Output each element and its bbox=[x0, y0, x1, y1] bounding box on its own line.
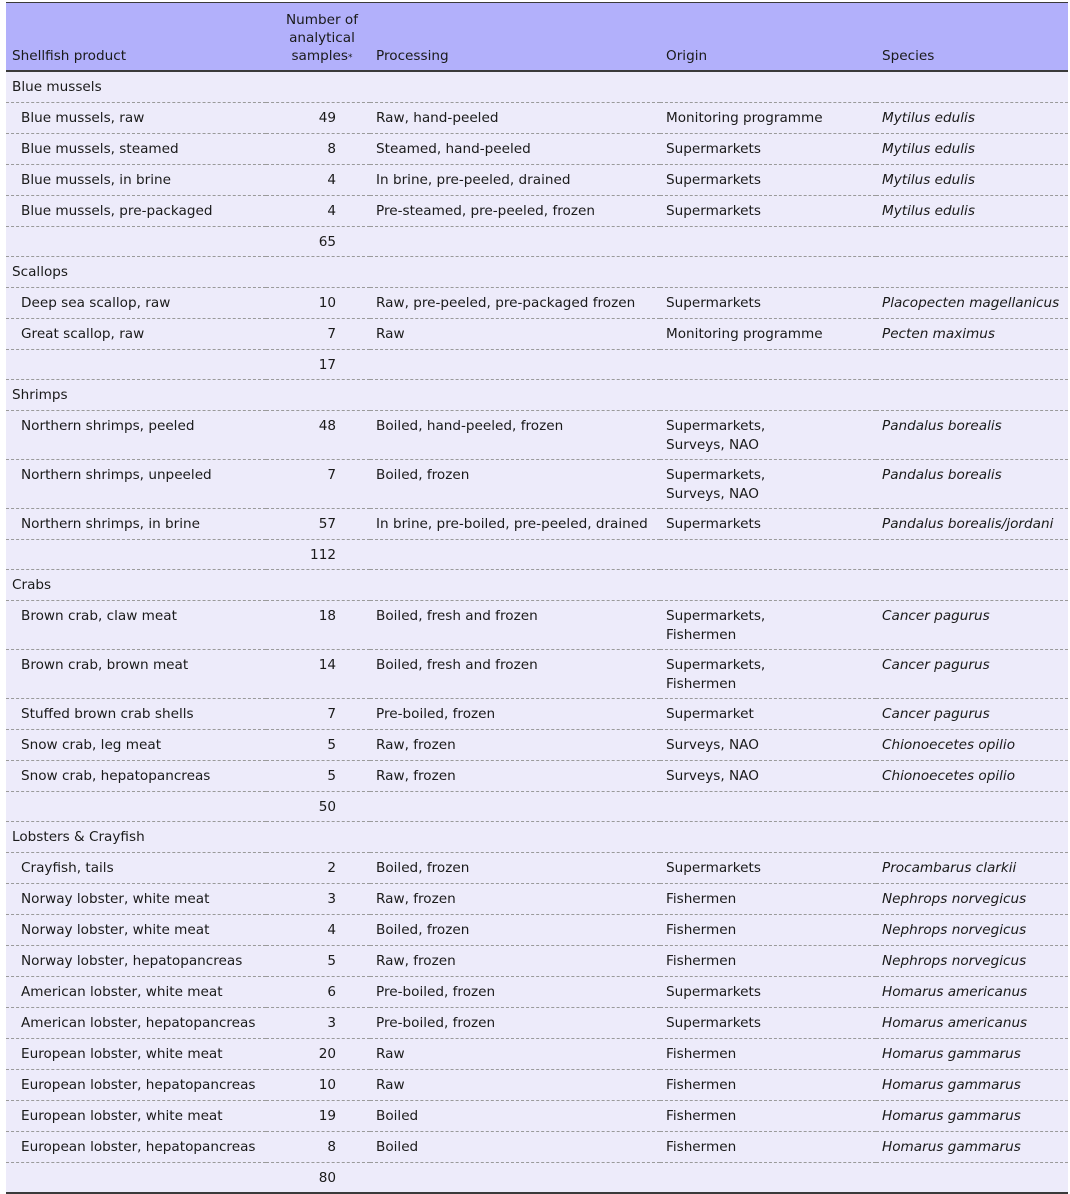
subtotal-spacer bbox=[6, 350, 266, 380]
cell-product: Snow crab, hepatopancreas bbox=[6, 761, 266, 792]
cell-processing: Boiled, fresh and frozen bbox=[370, 601, 660, 650]
origin-line: Supermarkets bbox=[666, 172, 761, 188]
subtotal-spacer bbox=[660, 350, 876, 380]
cell-product: Brown crab, claw meat bbox=[6, 601, 266, 650]
origin-line: Supermarkets bbox=[666, 1015, 761, 1031]
origin-line: Fishermen bbox=[666, 676, 737, 692]
cell-species: Pecten maximus bbox=[876, 319, 1068, 350]
subtotal-spacer bbox=[370, 1163, 660, 1194]
origin-line: Surveys, NAO bbox=[666, 437, 759, 453]
origin-line: Fishermen bbox=[666, 891, 737, 907]
cell-origin bbox=[660, 915, 876, 946]
subtotal-spacer bbox=[660, 1163, 876, 1194]
table-row bbox=[6, 977, 1068, 1008]
cell-product: European lobster, hepatopancreas bbox=[6, 1132, 266, 1163]
cell-species: Homarus gammarus bbox=[876, 1101, 1068, 1132]
cell-product: Stuffed brown crab shells bbox=[6, 699, 266, 730]
cell-processing: Pre-steamed, pre-peeled, frozen bbox=[370, 196, 660, 227]
cell-origin bbox=[660, 319, 876, 350]
subtotal-row bbox=[6, 350, 1068, 380]
subtotal-spacer bbox=[876, 1163, 1068, 1194]
subtotal-spacer bbox=[6, 792, 266, 822]
cell-samples: 3 bbox=[266, 884, 370, 915]
header-samples-line-3: samples bbox=[291, 48, 348, 64]
cell-product: American lobster, white meat bbox=[6, 977, 266, 1008]
cell-species: Homarus gammarus bbox=[876, 1070, 1068, 1101]
subtotal-value: 17 bbox=[266, 350, 370, 380]
subtotal-spacer bbox=[876, 792, 1068, 822]
cell-product: American lobster, hepatopancreas bbox=[6, 1008, 266, 1039]
table-row bbox=[6, 761, 1068, 792]
section-header-row bbox=[6, 570, 1068, 601]
cell-species: Homarus americanus bbox=[876, 977, 1068, 1008]
cell-processing: Raw, frozen bbox=[370, 761, 660, 792]
cell-product: Crayfish, tails bbox=[6, 853, 266, 884]
cell-product: Snow crab, leg meat bbox=[6, 730, 266, 761]
subtotal-value: 80 bbox=[266, 1163, 370, 1194]
cell-species: Cancer pagurus bbox=[876, 601, 1068, 650]
table-body bbox=[6, 71, 1068, 1193]
origin-line: Surveys, NAO bbox=[666, 486, 759, 502]
cell-samples: 5 bbox=[266, 761, 370, 792]
cell-samples: 18 bbox=[266, 601, 370, 650]
origin-line: Supermarkets bbox=[666, 516, 761, 532]
table-row bbox=[6, 915, 1068, 946]
table-row bbox=[6, 1039, 1068, 1070]
footnote-marker: * bbox=[347, 53, 353, 63]
cell-samples: 8 bbox=[266, 1132, 370, 1163]
table-row bbox=[6, 650, 1068, 699]
cell-product: Northern shrimps, unpeeled bbox=[6, 460, 266, 509]
cell-product: Norway lobster, white meat bbox=[6, 884, 266, 915]
subtotal-spacer bbox=[370, 792, 660, 822]
header-origin: Origin bbox=[660, 3, 876, 72]
subtotal-row bbox=[6, 540, 1068, 570]
cell-product: European lobster, white meat bbox=[6, 1101, 266, 1132]
subtotal-row bbox=[6, 227, 1068, 257]
section-header-row bbox=[6, 822, 1068, 853]
cell-species: Cancer pagurus bbox=[876, 650, 1068, 699]
cell-samples: 6 bbox=[266, 977, 370, 1008]
cell-samples: 4 bbox=[266, 165, 370, 196]
cell-species: Mytilus edulis bbox=[876, 165, 1068, 196]
section-header-row bbox=[6, 257, 1068, 288]
subtotal-value: 65 bbox=[266, 227, 370, 257]
cell-processing: Boiled, frozen bbox=[370, 853, 660, 884]
table-row bbox=[6, 509, 1068, 540]
subtotal-value: 50 bbox=[266, 792, 370, 822]
origin-line: Fishermen bbox=[666, 627, 737, 643]
subtotal-row bbox=[6, 1163, 1068, 1194]
cell-processing: Boiled, hand-peeled, frozen bbox=[370, 411, 660, 460]
cell-species: Nephrops norvegicus bbox=[876, 946, 1068, 977]
section-title: Scallops bbox=[6, 257, 1068, 288]
subtotal-spacer bbox=[370, 350, 660, 380]
section-header-row bbox=[6, 380, 1068, 411]
cell-processing: Raw, frozen bbox=[370, 730, 660, 761]
cell-species: Procambarus clarkii bbox=[876, 853, 1068, 884]
table-row bbox=[6, 1101, 1068, 1132]
table-row bbox=[6, 884, 1068, 915]
cell-processing: Raw, pre-peeled, pre-packaged frozen bbox=[370, 288, 660, 319]
origin-line: Surveys, NAO bbox=[666, 737, 759, 753]
cell-processing: Raw bbox=[370, 319, 660, 350]
cell-origin bbox=[660, 650, 876, 699]
table-row bbox=[6, 103, 1068, 134]
cell-samples: 8 bbox=[266, 134, 370, 165]
origin-line: Supermarkets bbox=[666, 984, 761, 1000]
cell-samples: 14 bbox=[266, 650, 370, 699]
cell-product: Blue mussels, steamed bbox=[6, 134, 266, 165]
cell-product: Blue mussels, in brine bbox=[6, 165, 266, 196]
cell-product: Great scallop, raw bbox=[6, 319, 266, 350]
cell-species: Mytilus edulis bbox=[876, 196, 1068, 227]
subtotal-row bbox=[6, 792, 1068, 822]
origin-line: Supermarkets, bbox=[666, 657, 766, 673]
cell-samples: 7 bbox=[266, 460, 370, 509]
cell-processing: Pre-boiled, frozen bbox=[370, 977, 660, 1008]
cell-origin bbox=[660, 699, 876, 730]
section-title: Blue mussels bbox=[6, 71, 1068, 103]
cell-species: Pandalus borealis bbox=[876, 411, 1068, 460]
table-row bbox=[6, 1008, 1068, 1039]
cell-origin bbox=[660, 103, 876, 134]
subtotal-spacer bbox=[660, 540, 876, 570]
cell-samples: 48 bbox=[266, 411, 370, 460]
origin-line: Fishermen bbox=[666, 922, 737, 938]
table-row bbox=[6, 853, 1068, 884]
subtotal-spacer bbox=[876, 227, 1068, 257]
cell-samples: 7 bbox=[266, 319, 370, 350]
cell-product: Northern shrimps, in brine bbox=[6, 509, 266, 540]
cell-processing: Raw, frozen bbox=[370, 946, 660, 977]
origin-line: Supermarkets, bbox=[666, 467, 766, 483]
subtotal-spacer bbox=[660, 792, 876, 822]
cell-product: Blue mussels, pre-packaged bbox=[6, 196, 266, 227]
origin-line: Supermarkets bbox=[666, 203, 761, 219]
cell-origin bbox=[660, 884, 876, 915]
cell-origin bbox=[660, 730, 876, 761]
cell-samples: 10 bbox=[266, 288, 370, 319]
section-header-row bbox=[6, 71, 1068, 103]
cell-processing: In brine, pre-boiled, pre-peeled, drained bbox=[370, 509, 660, 540]
cell-origin bbox=[660, 1132, 876, 1163]
cell-samples: 5 bbox=[266, 730, 370, 761]
cell-species: Nephrops norvegicus bbox=[876, 884, 1068, 915]
cell-processing: Pre-boiled, frozen bbox=[370, 699, 660, 730]
subtotal-spacer bbox=[6, 1163, 266, 1194]
header-processing: Processing bbox=[370, 3, 660, 72]
cell-species: Homarus gammarus bbox=[876, 1132, 1068, 1163]
origin-line: Supermarkets, bbox=[666, 608, 766, 624]
origin-line: Surveys, NAO bbox=[666, 768, 759, 784]
cell-origin bbox=[660, 977, 876, 1008]
cell-samples: 49 bbox=[266, 103, 370, 134]
origin-line: Fishermen bbox=[666, 1077, 737, 1093]
table-row bbox=[6, 165, 1068, 196]
cell-origin bbox=[660, 1070, 876, 1101]
cell-origin bbox=[660, 1039, 876, 1070]
cell-samples: 57 bbox=[266, 509, 370, 540]
subtotal-value: 112 bbox=[266, 540, 370, 570]
cell-origin bbox=[660, 509, 876, 540]
cell-species: Mytilus edulis bbox=[876, 103, 1068, 134]
cell-samples: 4 bbox=[266, 196, 370, 227]
origin-line: Supermarket bbox=[666, 706, 754, 722]
cell-species: Nephrops norvegicus bbox=[876, 915, 1068, 946]
cell-origin bbox=[660, 853, 876, 884]
cell-origin bbox=[660, 601, 876, 650]
subtotal-spacer bbox=[876, 540, 1068, 570]
header-row bbox=[6, 3, 1068, 72]
cell-processing: Steamed, hand-peeled bbox=[370, 134, 660, 165]
shellfish-table-container bbox=[6, 2, 1068, 1194]
cell-origin bbox=[660, 761, 876, 792]
cell-samples: 4 bbox=[266, 915, 370, 946]
table-row bbox=[6, 196, 1068, 227]
table-row bbox=[6, 288, 1068, 319]
origin-line: Supermarkets bbox=[666, 860, 761, 876]
cell-origin bbox=[660, 1008, 876, 1039]
cell-species: Placopecten magellanicus bbox=[876, 288, 1068, 319]
shellfish-table bbox=[6, 2, 1068, 1194]
table-row bbox=[6, 460, 1068, 509]
cell-product: Brown crab, brown meat bbox=[6, 650, 266, 699]
origin-line: Supermarkets bbox=[666, 141, 761, 157]
origin-line: Fishermen bbox=[666, 1046, 737, 1062]
subtotal-spacer bbox=[6, 227, 266, 257]
cell-processing: Boiled, frozen bbox=[370, 460, 660, 509]
cell-processing: Raw, frozen bbox=[370, 884, 660, 915]
cell-species: Chionoecetes opilio bbox=[876, 730, 1068, 761]
table-row bbox=[6, 319, 1068, 350]
cell-samples: 3 bbox=[266, 1008, 370, 1039]
header-samples bbox=[266, 3, 370, 72]
table-row bbox=[6, 134, 1068, 165]
table-row bbox=[6, 601, 1068, 650]
section-title: Crabs bbox=[6, 570, 1068, 601]
cell-origin bbox=[660, 288, 876, 319]
header-product: Shellfish product bbox=[6, 3, 266, 72]
origin-line: Supermarkets bbox=[666, 295, 761, 311]
origin-line: Fishermen bbox=[666, 1108, 737, 1124]
cell-product: Norway lobster, hepatopancreas bbox=[6, 946, 266, 977]
cell-product: European lobster, white meat bbox=[6, 1039, 266, 1070]
cell-processing: Boiled bbox=[370, 1132, 660, 1163]
header-samples-line-1: Number of bbox=[285, 12, 358, 28]
cell-product: Blue mussels, raw bbox=[6, 103, 266, 134]
cell-processing: Boiled bbox=[370, 1101, 660, 1132]
table-row bbox=[6, 730, 1068, 761]
cell-samples: 5 bbox=[266, 946, 370, 977]
cell-samples: 20 bbox=[266, 1039, 370, 1070]
cell-species: Pandalus borealis bbox=[876, 460, 1068, 509]
table-row bbox=[6, 1132, 1068, 1163]
origin-line: Monitoring programme bbox=[666, 326, 823, 342]
cell-processing: Raw, hand-peeled bbox=[370, 103, 660, 134]
cell-species: Cancer pagurus bbox=[876, 699, 1068, 730]
subtotal-spacer bbox=[370, 227, 660, 257]
cell-samples: 19 bbox=[266, 1101, 370, 1132]
table-row bbox=[6, 699, 1068, 730]
subtotal-spacer bbox=[6, 540, 266, 570]
cell-origin bbox=[660, 411, 876, 460]
cell-samples: 7 bbox=[266, 699, 370, 730]
subtotal-spacer bbox=[370, 540, 660, 570]
cell-species: Pandalus borealis/jordani bbox=[876, 509, 1068, 540]
cell-origin bbox=[660, 134, 876, 165]
cell-processing: Raw bbox=[370, 1070, 660, 1101]
cell-species: Homarus americanus bbox=[876, 1008, 1068, 1039]
origin-line: Monitoring programme bbox=[666, 110, 823, 126]
table-row bbox=[6, 946, 1068, 977]
cell-origin bbox=[660, 196, 876, 227]
cell-samples: 2 bbox=[266, 853, 370, 884]
header-species: Species bbox=[876, 3, 1068, 72]
origin-line: Fishermen bbox=[666, 953, 737, 969]
section-title: Lobsters & Crayfish bbox=[6, 822, 1068, 853]
table-row bbox=[6, 1070, 1068, 1101]
cell-samples: 10 bbox=[266, 1070, 370, 1101]
table-row bbox=[6, 411, 1068, 460]
cell-processing: In brine, pre-peeled, drained bbox=[370, 165, 660, 196]
cell-origin bbox=[660, 165, 876, 196]
cell-species: Chionoecetes opilio bbox=[876, 761, 1068, 792]
origin-line: Supermarkets, bbox=[666, 418, 766, 434]
origin-line: Fishermen bbox=[666, 1139, 737, 1155]
header-samples-line-2: analytical bbox=[289, 30, 355, 46]
subtotal-spacer bbox=[876, 350, 1068, 380]
cell-processing: Pre-boiled, frozen bbox=[370, 1008, 660, 1039]
cell-origin bbox=[660, 946, 876, 977]
cell-species: Homarus gammarus bbox=[876, 1039, 1068, 1070]
cell-processing: Raw bbox=[370, 1039, 660, 1070]
section-title: Shrimps bbox=[6, 380, 1068, 411]
subtotal-spacer bbox=[660, 227, 876, 257]
cell-species: Mytilus edulis bbox=[876, 134, 1068, 165]
cell-product: Deep sea scallop, raw bbox=[6, 288, 266, 319]
cell-product: Norway lobster, white meat bbox=[6, 915, 266, 946]
cell-processing: Boiled, frozen bbox=[370, 915, 660, 946]
cell-product: Northern shrimps, peeled bbox=[6, 411, 266, 460]
cell-origin bbox=[660, 460, 876, 509]
cell-origin bbox=[660, 1101, 876, 1132]
cell-product: European lobster, hepatopancreas bbox=[6, 1070, 266, 1101]
cell-processing: Boiled, fresh and frozen bbox=[370, 650, 660, 699]
